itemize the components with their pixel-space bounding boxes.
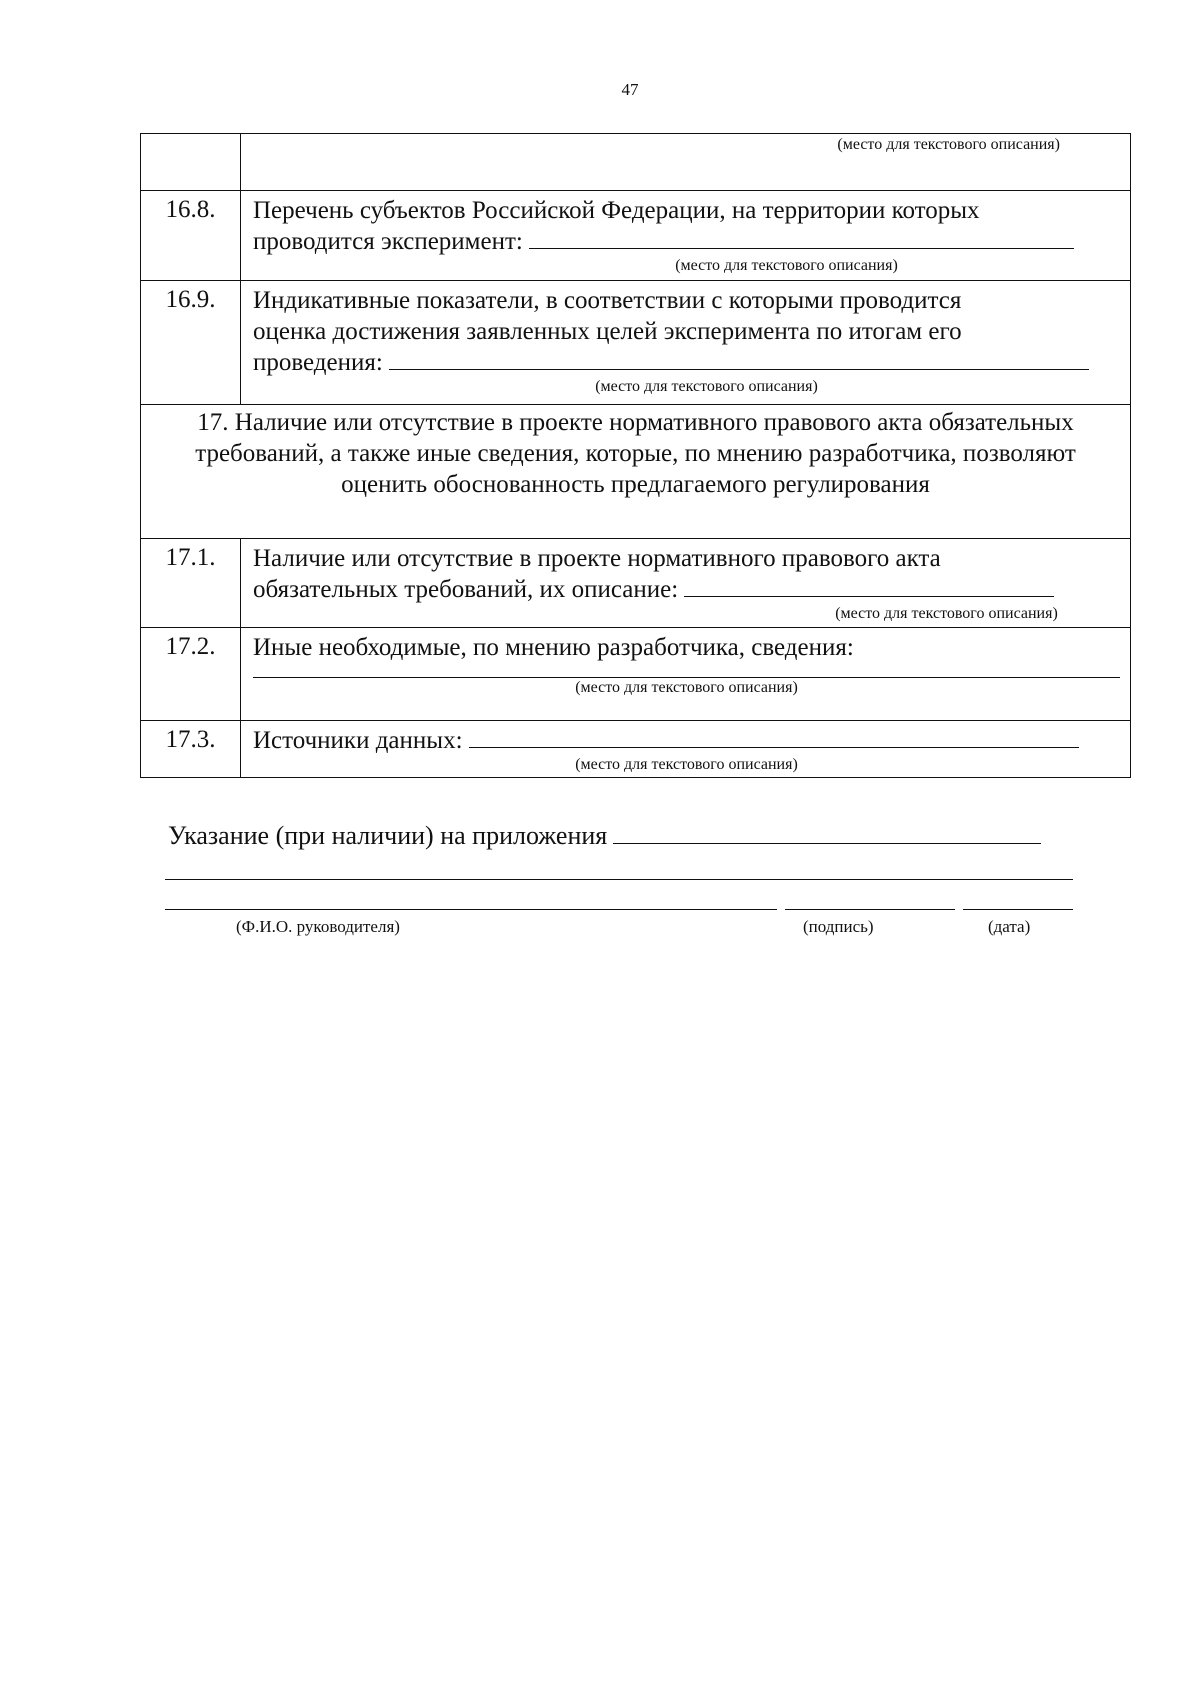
date-field-line[interactable] (963, 909, 1073, 910)
table-row (141, 628, 1131, 721)
name-field-line[interactable] (165, 909, 777, 910)
field-caption: (место для текстового описания) (595, 378, 818, 395)
row-text: Наличие или отсутствие в проекте нормативного правового акта (253, 545, 941, 572)
attachments-field-line[interactable] (613, 821, 1041, 844)
text-field-line[interactable] (389, 349, 1089, 370)
field-caption: (место для текстового описания) (835, 605, 1058, 622)
text-field-line[interactable] (684, 576, 1054, 597)
text-field-line[interactable] (253, 663, 1120, 678)
field-caption: (место для текстового описания) (837, 136, 1060, 153)
signature-caption: (подпись) (803, 917, 874, 936)
text-field-line[interactable] (529, 228, 1074, 249)
row-text: проводится эксперимент: (253, 228, 523, 255)
row-body (241, 721, 1131, 778)
attachments-label: Указание (при наличии) на приложения (168, 821, 608, 850)
section-heading: 17. Наличие или отсутствие в проекте нормативного правового акта обязательных требований, а также иные сведения, которые, по мнению разработчика, позволяют оценить обоснованность предлагаемого регулирования (141, 405, 1131, 539)
row-text: Перечень субъектов Российской Федерации, на территории которых (253, 197, 980, 224)
row-number: 16.9. (141, 281, 241, 405)
field-caption: (место для текстового описания) (575, 679, 798, 696)
table-row (141, 539, 1131, 628)
row-text: проведения: (253, 349, 383, 376)
table-row (141, 405, 1131, 539)
row-body (241, 134, 1131, 191)
row-number: 16.8. (141, 191, 241, 281)
row-body (241, 281, 1131, 405)
row-number: 17.2. (141, 628, 241, 721)
row-text-line (253, 574, 1120, 605)
field-caption: (место для текстового описания) (675, 257, 898, 274)
row-body (241, 539, 1131, 628)
table-row (141, 281, 1131, 405)
attachments-row (168, 821, 1041, 851)
date-caption: (дата) (988, 917, 1031, 936)
attachments-field-line[interactable] (165, 879, 1073, 880)
row-text: Индикативные показатели, в соответствии с которыми проводится (253, 287, 962, 314)
table-row (141, 191, 1131, 281)
row-text-line (253, 347, 1120, 378)
row-body (241, 628, 1131, 721)
form-table (140, 133, 1131, 778)
row-number: 17.1. (141, 539, 241, 628)
row-body (241, 191, 1131, 281)
row-number (141, 134, 241, 191)
row-text-line (253, 725, 1120, 756)
signature-field-line[interactable] (785, 909, 955, 910)
row-text: оценка достижения заявленных целей эксперимента по итогам его (253, 318, 962, 345)
text-field-line[interactable] (469, 727, 1079, 748)
table-row (141, 721, 1131, 778)
table-row (141, 134, 1131, 191)
page-number: 47 (621, 80, 639, 99)
row-text-line (253, 226, 1120, 257)
row-number: 17.3. (141, 721, 241, 778)
row-text: Источники данных: (253, 727, 463, 754)
row-text: обязательных требований, их описание: (253, 576, 679, 603)
name-caption: (Ф.И.О. руководителя) (236, 917, 400, 936)
field-caption: (место для текстового описания) (575, 756, 798, 773)
row-text: Иные необходимые, по мнению разработчика, сведения: (253, 634, 854, 661)
